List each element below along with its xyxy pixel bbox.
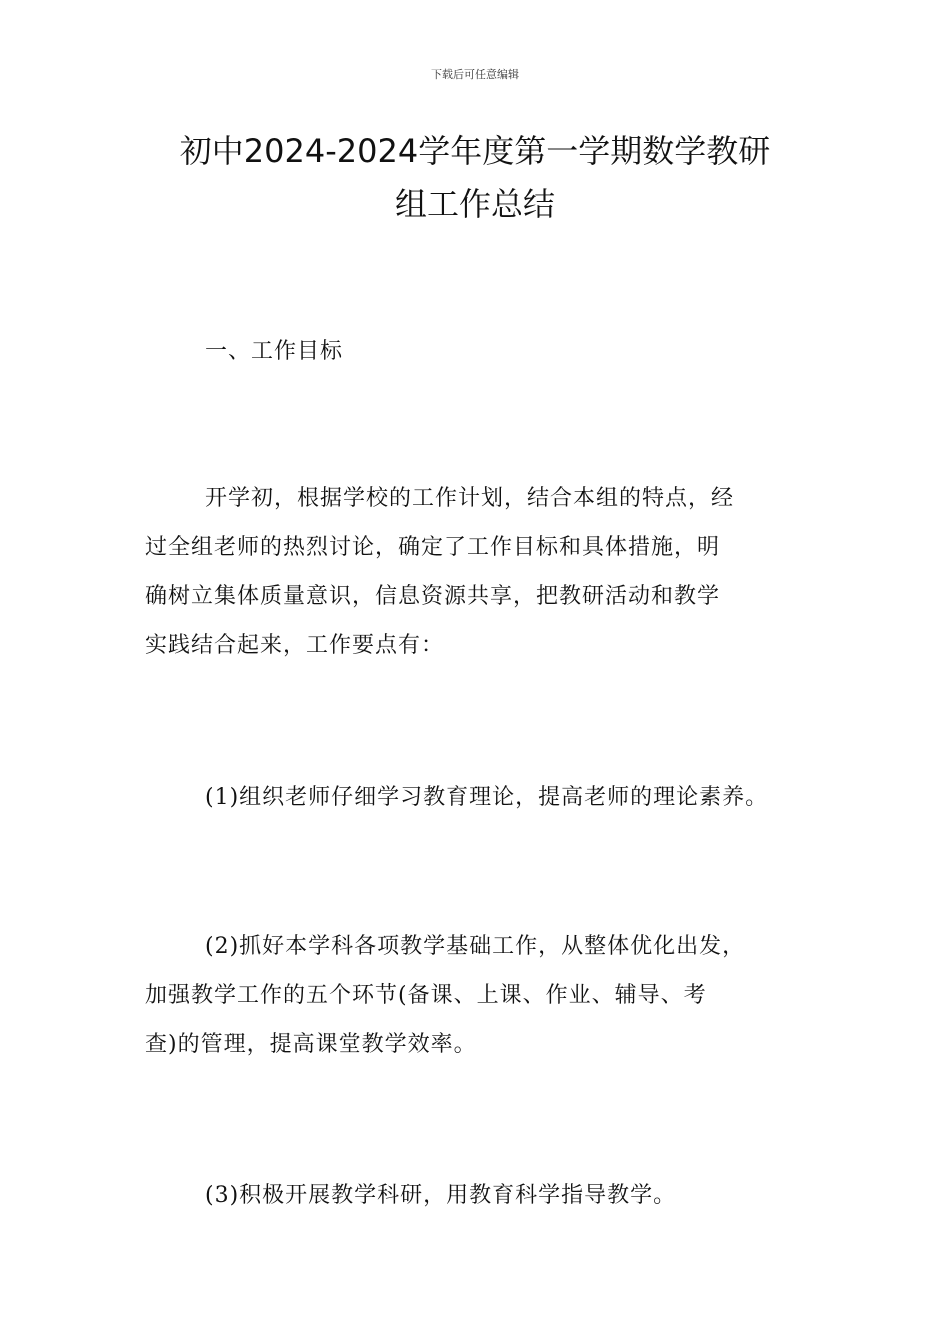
paragraph-item-1 [145,773,825,822]
title-line-2: 组工作总结 [394,185,555,223]
paragraph-item-2 [145,922,825,1069]
header-note: 下载后可任意编辑 [431,68,519,81]
paragraph-line: (1)组织老师仔细学习教育理论，提高老师的理论素养。 [205,785,769,810]
paragraph-intro [145,474,825,670]
paragraph-item-3 [145,1171,825,1220]
document-title [110,125,840,231]
title-line-1: 初中2024-2024学年度第一学期数学教研 [179,132,771,170]
section-heading-work-goals [205,327,885,376]
paragraph-line: 实践结合起来，工作要点有： [145,633,445,658]
paragraph-line: 过全组老师的热烈讨论，确定了工作目标和具体措施，明 [145,535,721,560]
paragraph-line: 开学初，根据学校的工作计划，结合本组的特点，经 [205,486,735,511]
paragraph-line: (3)积极开展教学科研，用教育科学指导教学。 [205,1183,677,1208]
paragraph-line: 加强教学工作的五个环节(备课、上课、作业、辅导、考 [145,983,707,1008]
section-heading-text: 一、工作目标 [205,339,344,364]
paragraph-line: (2)抓好本学科各项教学基础工作，从整体优化出发， [205,934,746,959]
paragraph-line: 确树立集体质量意识，信息资源共享，把教研活动和教学 [145,584,721,609]
paragraph-line: 查)的管理，提高课堂教学效率。 [145,1032,477,1057]
